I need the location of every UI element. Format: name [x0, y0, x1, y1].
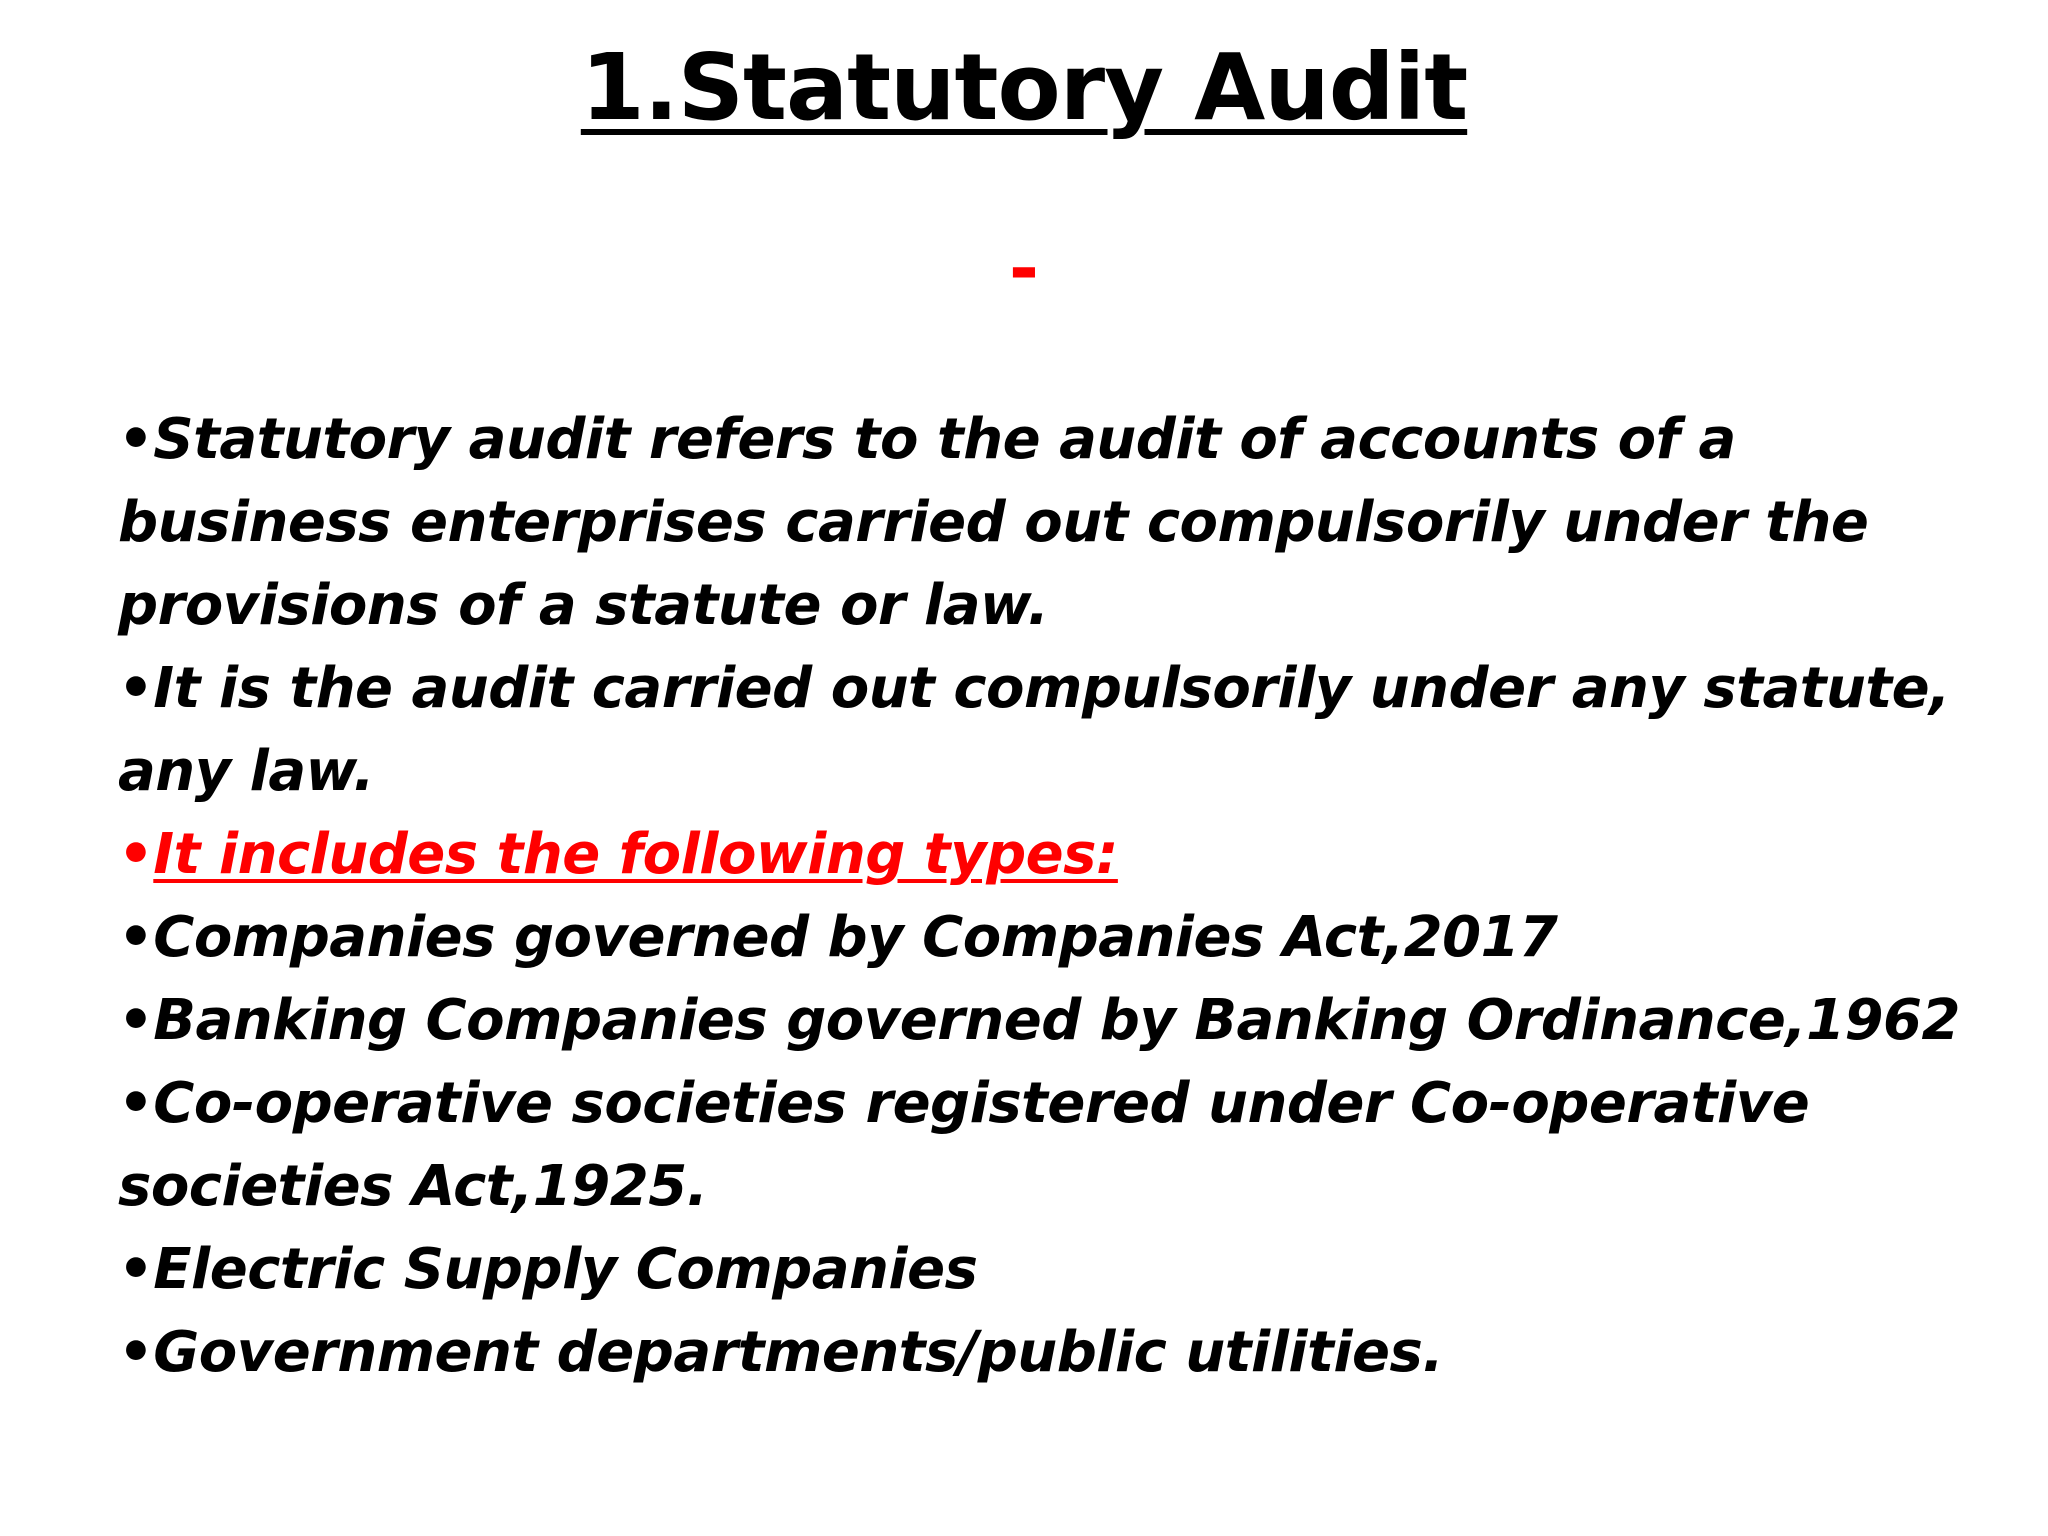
- bullet-text: Banking Companies governed by Banking Ordinance,1962: [153, 988, 1960, 1053]
- bullet-item-government: [118, 1311, 1998, 1394]
- bullet-item-definition: [118, 398, 1998, 647]
- bullet-list: [118, 398, 1998, 1394]
- bullet-item-cooperative: [118, 1062, 1998, 1228]
- title-separator: -: [1009, 226, 1039, 310]
- bullet-marker: •: [118, 988, 154, 1053]
- bullet-marker: •: [118, 1071, 154, 1136]
- bullet-text: Companies governed by Companies Act,2017: [153, 905, 1558, 970]
- bullet-marker: •: [118, 905, 154, 970]
- bullet-text: It is the audit carried out compulsorily under any statute, any law.: [118, 656, 1950, 804]
- bullet-text: Electric Supply Companies: [153, 1237, 978, 1302]
- bullet-item-companies: [118, 896, 1998, 979]
- bullet-text: Government departments/public utilities.: [153, 1320, 1444, 1385]
- bullet-item-banking: [118, 979, 1998, 1062]
- bullet-text: Statutory audit refers to the audit of accounts of a business enterprises carried out compulsorily under the provisions of a statute or law.: [118, 407, 1869, 638]
- bullet-item-types-heading: [118, 813, 1998, 896]
- bullet-marker: •: [118, 656, 154, 721]
- slide-title: 1.Statutory Audit: [580, 34, 1468, 141]
- bullet-text: Co-operative societies registered under Co-operative societies Act,1925.: [118, 1071, 1810, 1219]
- bullet-marker: •: [118, 1320, 154, 1385]
- bullet-marker: •: [118, 407, 154, 472]
- bullet-marker: •: [118, 1237, 154, 1302]
- bullet-text: It includes the following types:: [153, 822, 1118, 887]
- bullet-marker: •: [118, 822, 154, 887]
- bullet-item-compulsory: [118, 647, 1998, 813]
- bullet-item-electric: [118, 1228, 1998, 1311]
